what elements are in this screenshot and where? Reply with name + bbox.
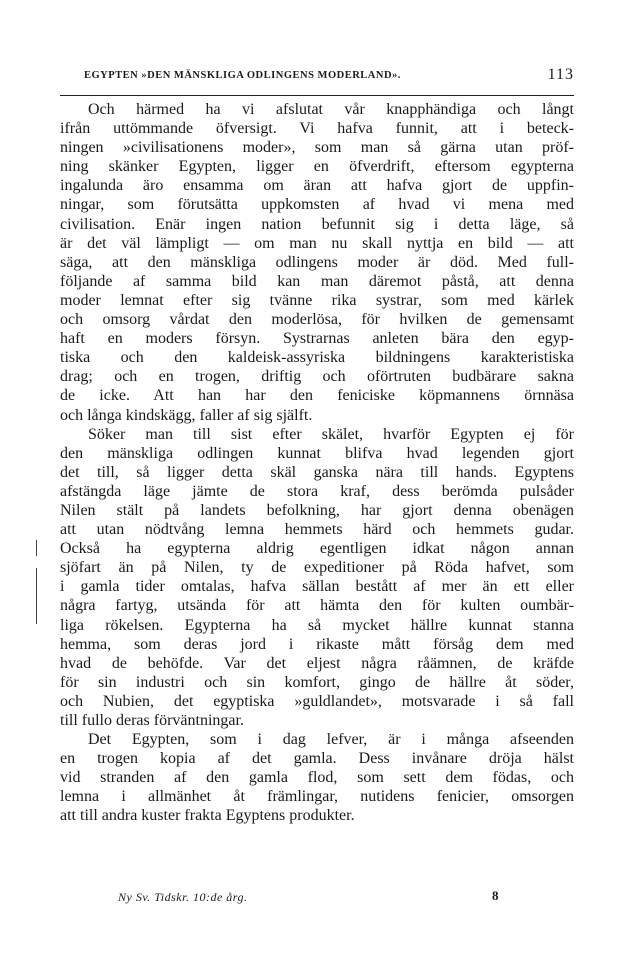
text-line: drag; och en trogen, driftig och oförtruten budbärare sakna [60,368,574,386]
text-line: liga rökelsen. Egypterna ha så mycket hällre kunnat stanna [60,616,574,634]
header-rule [60,95,574,96]
text-line: och omsorg vårdat den moderlösa, för hvilken de gemensamt [60,311,574,329]
text-line: att till andra kuster frakta Egyptens produkter. [60,807,355,825]
text-line: vid stranden af den gamla flod, som sett dem födas, och [60,769,574,787]
paragraph [60,730,574,825]
text-line: i gamla tider omtalas, hafva sällan bestått af mer än ett eller [60,578,574,596]
text-line: och Nubien, det egyptiska »guldlandet», motsvarade i så fall [60,692,574,710]
paragraph [60,100,574,425]
running-head [60,64,574,90]
text-line: Det Egypten, som i dag lefver, är i många afseenden [88,731,574,749]
text-line: tiska och den kaldeisk-assyriska bildningens karakteristiska [60,349,574,367]
body-text [60,100,574,826]
footer-sheet-number: 8 [492,888,499,903]
text-line: är det väl lämpligt — om man nu skall nyttja en bild — att [60,234,574,252]
text-line: Och härmed ha vi afslutat vår knapphändiga och långt [88,101,574,118]
text-line: att utan nödtvång lemna hemmets härd och hemmets gudar. [60,521,574,539]
text-line: civilisation. Enär ingen nation befunnit sig i detta läge, så [60,215,574,233]
footer-signature: Ny Sv. Tidskr. 10:de årg. [118,890,248,904]
text-line: Också ha egypterna aldrig egentligen idkat någon annan [60,540,574,558]
text-line: följande af samma bild kan man däremot påstå, att denna [60,272,574,290]
text-line: afstängda läge jämte de stora kraf, dess berömda pulsåder [60,482,574,500]
running-title: EGYPTEN »DEN MÄNSKLIGA ODLINGENS MODERLAND». [84,70,401,81]
margin-mark [36,568,37,624]
text-line: och långa kindskägg, faller af sig själft. [60,406,313,424]
text-line: de icke. Att han har den feniciske köpmannens örnnäsa [60,387,574,405]
page-number: 113 [547,66,574,83]
text-line: lemna i allmänhet åt främlingar, nutidens fenicier, omsorgen [60,788,574,806]
text-line: moder lemnat efter sig tvänne rika systrar, som med kärlek [60,291,574,309]
text-line: det till, så ligger detta skäl ganska nära till hands. Egyptens [60,463,574,481]
paragraph [60,425,574,731]
text-line: säga, att den mänskliga odlingens moder är död. Med full- [60,253,574,271]
text-line: ningar, som förutsätta uppkomsten af hvad vi mena med [60,196,574,214]
text-line: ifrån uttömmande öfversigt. Vi hafva funnit, att i beteck- [60,120,574,138]
text-line: hemma, som deras jord i rikaste mått försåg dem med [60,635,574,653]
text-line: ning skänker Egypten, ligger en öfverdrift, eftersom egypterna [60,158,574,176]
text-line: Nilen stält på landets befolkning, har gjort denna obenägen [60,501,574,519]
text-line: några fartyg, utsända för att hämta den för kulten oumbär- [60,597,574,615]
text-line: till fullo deras förväntningar. [60,712,244,729]
text-line: sjöfart än på Nilen, ty de expeditioner på Röda hafvet, som [60,559,574,577]
text-line: hvad de behöfde. Var det eljest några råämnen, de kräfde [60,654,574,672]
text-line: den mänskliga odlingen kunnat blifva hvad legenden gjort [60,444,574,462]
text-line: ingalunda äro ensamma om äran att hafva gjort de uppfin- [60,177,574,195]
text-line: för sin industri och sin komfort, gingo de hällre åt söder, [60,673,574,691]
text-line: en trogen kopia af det gamla. Dess invånare dröja hälst [60,750,574,768]
text-line: haft en moders försyn. Systrarnas anleten bära den egyp- [60,330,574,348]
text-line: Söker man till sist efter skälet, hvarför Egypten ej för [88,425,574,443]
text-line: ningen »civilisationens moder», som man så gärna utan pröf- [60,139,574,157]
margin-mark [36,540,37,556]
